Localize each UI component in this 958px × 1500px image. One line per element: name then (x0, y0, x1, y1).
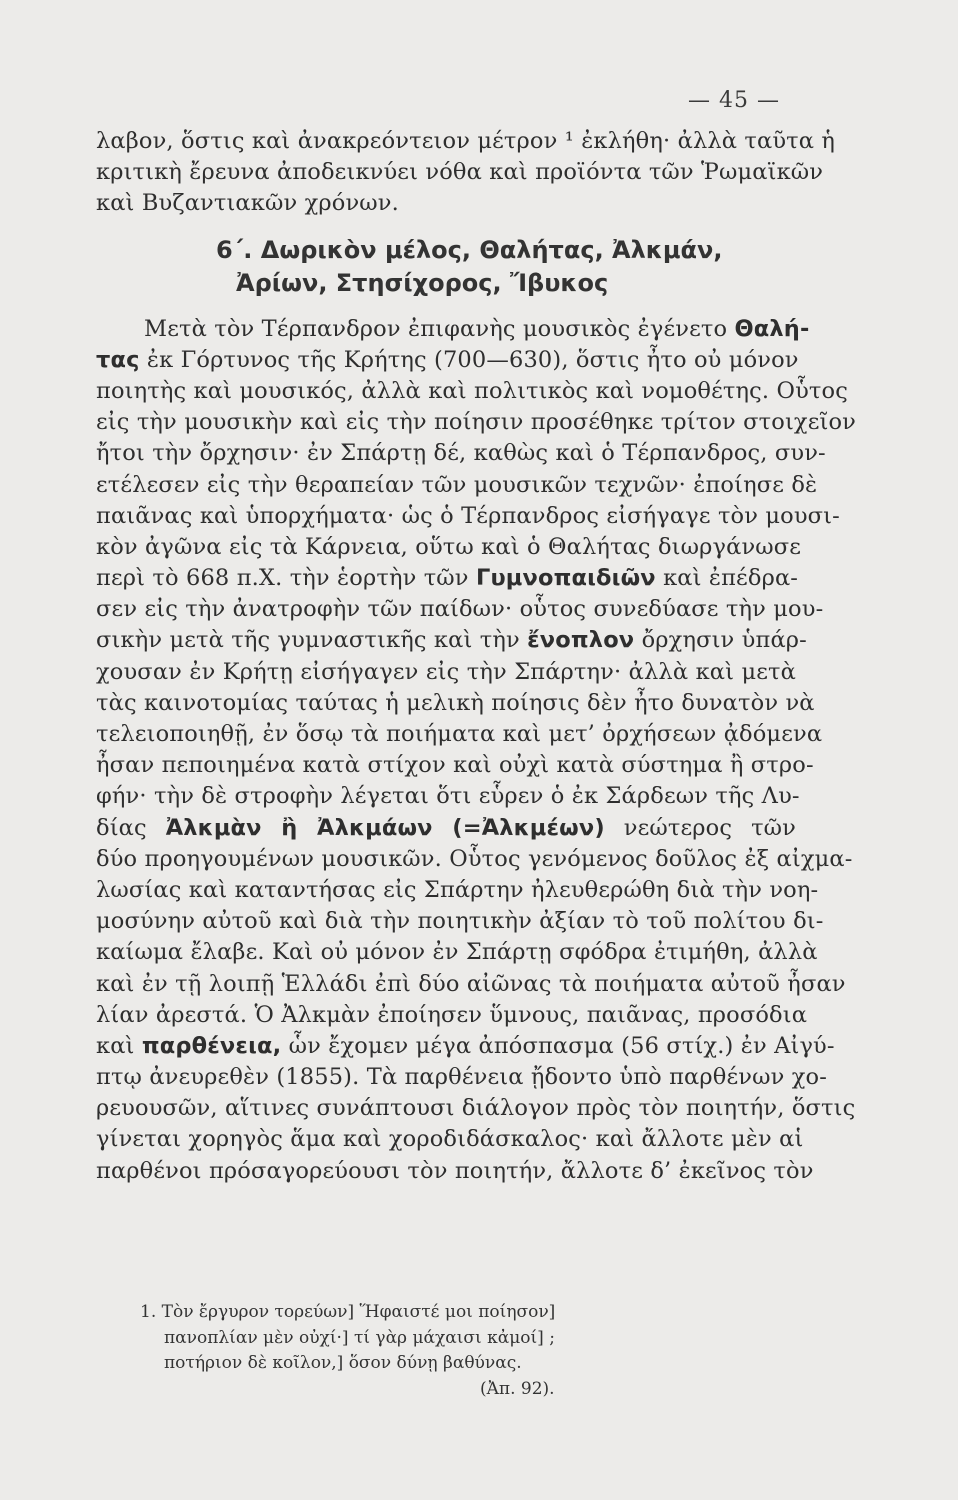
text-line: ἤτοι τὴν ὄρχησιν· ἐν Σπάρτῃ δέ, καθὼς καὶ ὁ Τέρπανδρος, συν- (96, 440, 826, 467)
text-line: ρευουσῶν, αἵτινες συνάπτουσι διάλογον πρὸς τὸν ποιητήν, ὅστις (96, 1095, 856, 1122)
footnote-line: ποτήριον δὲ κοῖλον,] ὅσον δύνῃ βαθύνας. (164, 1353, 522, 1373)
text-line: καίωμα ἔλαβε. Καὶ οὐ μόνον ἐν Σπάρτῃ σφόδρα ἐτιμήθη, ἀλλὰ (96, 939, 818, 966)
text-line: λίαν ἀρεστά. Ὁ Ἀλκμὰν ἐποίησεν ὕμνους, παιᾶνας, προσόδια (96, 1001, 808, 1028)
text-line (96, 345, 799, 376)
text-line (96, 563, 799, 594)
text-line (96, 1031, 835, 1062)
section-heading-line-2: Ἀρίων, Στησίχορος, Ἴβυκος (236, 268, 609, 297)
emphasized-name: τας (96, 346, 140, 373)
text-fragment: ὧν ἔχομεν μέγα ἀπόσπασμα (56 στίχ.) ἐν Αἰγύ- (281, 1032, 835, 1059)
text-line: φήν· τὴν δὲ στροφὴν λέγεται ὅτι εὗρεν ὁ ἐκ Σάρδεων τῆς Λυ- (96, 783, 800, 810)
emphasized-term: παρθένεια, (141, 1032, 282, 1059)
text-fragment: Μετὰ τὸν Τέρπανδρον ἐπιφανὴς μουσικὸς ἐγένετο (144, 315, 735, 342)
text-line: λαβον, ὅστις καὶ ἀνακρεόντειον μέτρον ¹ ἐκλήθη· ἀλλὰ ταῦτα ἡ (96, 128, 836, 154)
text-line: μοσύνην αὐτοῦ καὶ διὰ τὴν ποιητικὴν ἀξίαν τὸ τοῦ πολίτου δι- (96, 908, 824, 935)
text-line: ποιητὴς καὶ μουσικός, ἀλλὰ καὶ πολιτικὸς καὶ νομοθέτης. Οὗτος (96, 377, 848, 404)
text-line (96, 625, 807, 656)
text-line: ἦσαν πεποιημένα κατὰ στίχον καὶ οὐχὶ κατὰ σύστημα ἢ στρο- (96, 752, 814, 779)
text-line (96, 813, 796, 844)
text-line (96, 314, 810, 345)
text-line: παιᾶνας καὶ ὑπορχήματα· ὡς ὁ Τέρπανδρος εἰσήγαγε τὸν μουσι- (96, 502, 840, 529)
emphasized-term: ἔνοπλον (527, 627, 635, 654)
text-line: δύο προηγουμένων μουσικῶν. Οὗτος γενόμενος δοῦλος ἐξ αἰχμα- (96, 845, 853, 872)
page-number: — 45 — (688, 88, 780, 113)
text-fragment: καὶ (96, 1032, 142, 1059)
text-fragment: νεώτερος τῶν (604, 814, 796, 841)
emphasized-name: Θαλή- (734, 315, 810, 342)
footnote-reference: (Ἀπ. 92). (480, 1378, 555, 1399)
text-fragment: δίας (96, 814, 166, 841)
text-fragment: ὄρχησιν ὑπάρ- (634, 627, 807, 654)
text-line: χουσαν ἐν Κρήτῃ εἰσήγαγεν εἰς τὴν Σπάρτην· ἀλλὰ καὶ μετὰ (96, 658, 796, 685)
text-line: πτῳ ἀνευρεθὲν (1855). Τὰ παρθένεια ᾔδοντο ὑπὸ παρθένων χο- (96, 1064, 827, 1091)
text-fragment: ἐκ Γόρτυνος τῆς Κρήτης (700—630), ὅστις ἦτο οὐ μόνον (139, 346, 799, 373)
text-line: εἰς τὴν μουσικὴν καὶ εἰς τὴν ποίησιν προσέθηκε τρίτον στοιχεῖον (96, 409, 857, 436)
text-line: κὸν ἀγῶνα εἰς τὰ Κάρνεια, οὕτω καὶ ὁ Θαλήτας διωργάνωσε (96, 533, 802, 560)
text-line: σεν εἰς τὴν ἀνατροφὴν τῶν παίδων· οὗτος συνεδύασε τὴν μου- (96, 596, 824, 623)
text-fragment: σικὴν μετὰ τῆς γυμναστικῆς καὶ τὴν (96, 627, 528, 654)
emphasized-term: Γυμνοπαιδιῶν (475, 565, 656, 592)
text-line: κριτικὴ ἔρευνα ἀποδεικνύει νόθα καὶ προϊόντα τῶν Ῥωμαϊκῶν (96, 159, 824, 186)
text-fragment: καὶ ἐπέδρα- (655, 565, 799, 592)
section-heading-line-1: 6΄. Δωρικὸν μέλος, Θαλήτας, Ἀλκμάν, (216, 235, 723, 264)
text-line: παρθένοι πρόσαγορεύουσι τὸν ποιητήν, ἄλλοτε δ’ ἐκεῖνος τὸν (96, 1157, 814, 1184)
text-line: λωσίας καὶ καταντήσας εἰς Σπάρτην ἠλευθερώθη διὰ τὴν νοη- (96, 876, 819, 903)
footnote-line: πανοπλίαν μὲν οὐχί·] τί γὰρ μάχαισι κἀμοί] ; (164, 1327, 555, 1348)
body-text (96, 126, 857, 1187)
text-line: γίνεται χορηγὸς ἅμα καὶ χοροδιδάσκαλος· καὶ ἄλλοτε μὲν αἱ (96, 1126, 804, 1153)
text-line: καὶ Βυζαντιακῶν χρόνων. (96, 190, 399, 217)
text-line: ετέλεσεν εἰς τὴν θεραπείαν τῶν μουσικῶν τεχνῶν· ἐποίησε δὲ (96, 471, 818, 498)
footnote-line: 1. Τὸν ἔργυρον τορεύων] Ἥφαιστέ μοι ποίησον] (140, 1302, 556, 1322)
footnotes (140, 1300, 660, 1402)
text-line: τελειοποιηθῇ, ἐν ὅσῳ τὰ ποιήματα καὶ μετ’ ὀρχήσεων ᾀδόμενα (96, 721, 823, 747)
text-fragment: περὶ τὸ 668 π.Χ. τὴν ἑορτὴν τῶν (96, 565, 476, 592)
emphasized-name: Ἀλκμὰν ἢ Ἀλκμάων (=Ἀλκμέων) (165, 814, 605, 841)
text-line: καὶ ἐν τῇ λοιπῇ Ἑλλάδι ἐπὶ δύο αἰῶνας τὰ ποιήματα αὐτοῦ ἦσαν (96, 970, 846, 997)
text-line: τὰς καινοτομίας ταύτας ἡ μελικὴ ποίησις δὲν ἦτο δυνατὸν νὰ (96, 689, 815, 716)
